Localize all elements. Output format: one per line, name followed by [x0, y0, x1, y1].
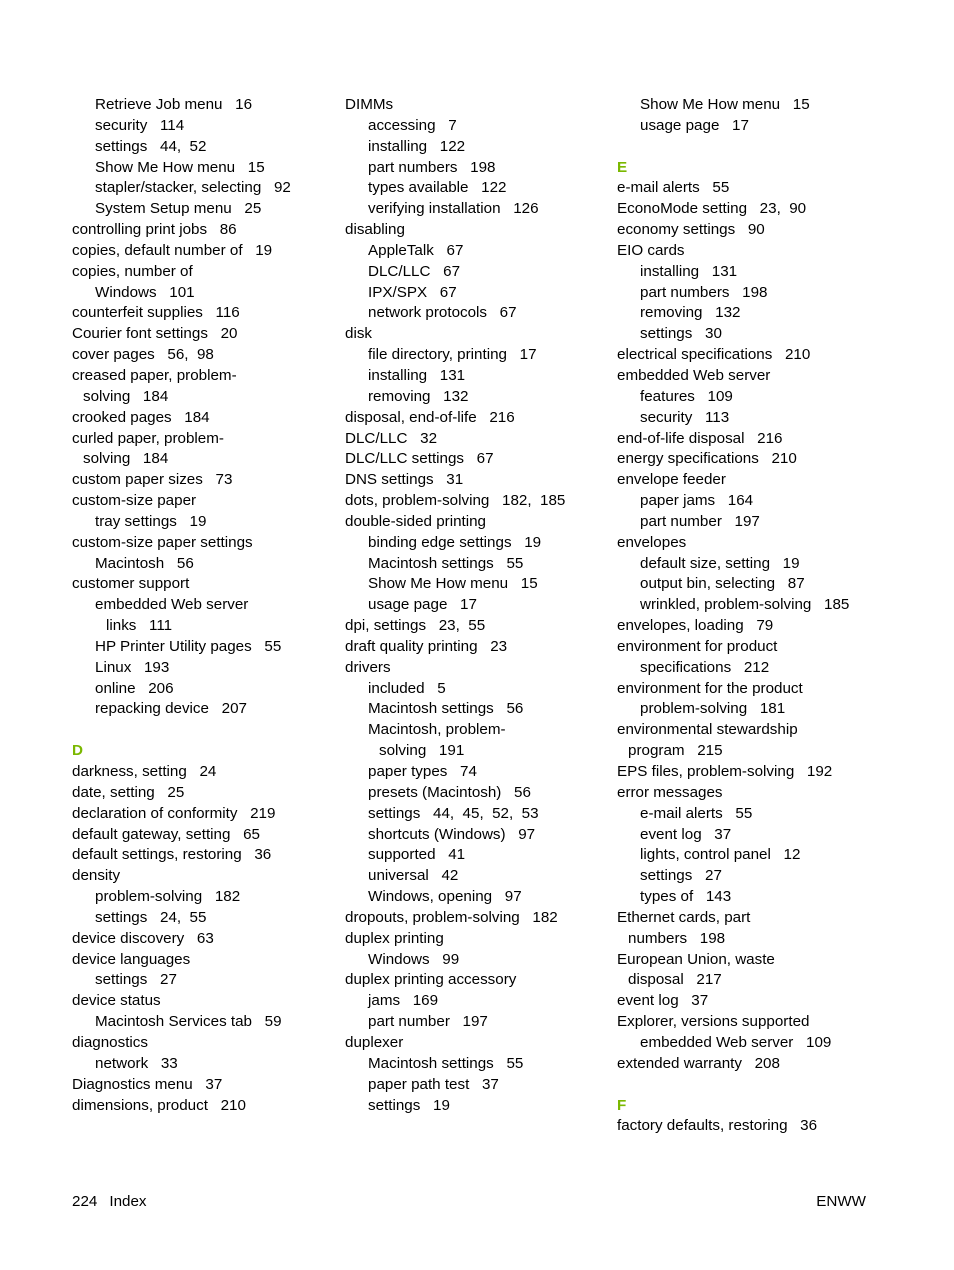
- index-subentry: solving 184: [83, 450, 169, 468]
- index-subentry: settings 27: [95, 971, 177, 989]
- index-entry: economy settings 90: [617, 221, 765, 239]
- index-entry: default settings, restoring 36: [72, 846, 272, 864]
- index-subentry: program 215: [628, 742, 723, 760]
- index-subentry: usage page 17: [640, 116, 749, 134]
- index-entry: EIO cards: [617, 241, 685, 259]
- index-subentry: paper types 74: [368, 763, 477, 780]
- index-entry: controlling print jobs 86: [72, 221, 237, 239]
- index-subentry: IPX/SPX 67: [368, 283, 457, 301]
- index-subentry: accessing 7: [368, 116, 457, 134]
- index-subentry: Macintosh settings 55: [368, 1054, 524, 1072]
- index-entry: disabling: [345, 221, 405, 239]
- index-entry: copies, number of: [72, 262, 193, 280]
- index-subentry: security 114: [95, 116, 185, 134]
- index-subentry: part number 197: [640, 512, 760, 530]
- index-subentry: Show Me How menu 15: [368, 575, 538, 593]
- index-entry: event log 37: [617, 992, 709, 1010]
- index-subentry: output bin, selecting 87: [640, 575, 805, 593]
- index-entry: default gateway, setting 65: [72, 825, 260, 843]
- index-subentry: disposal 217: [628, 971, 722, 989]
- index-entry: duplex printing: [345, 929, 444, 947]
- index-subentry: part number 197: [368, 1013, 488, 1031]
- index-subentry: usage page 17: [368, 596, 477, 614]
- index-subentry: included 5: [368, 679, 446, 697]
- index-entry: duplexer: [345, 1033, 404, 1051]
- index-entry: extended warranty 208: [617, 1054, 780, 1072]
- index-entry: copies, default number of 19: [72, 241, 273, 259]
- index-entry: envelopes: [617, 533, 687, 551]
- index-entry: DLC/LLC 32: [345, 429, 438, 447]
- index-subentry: Show Me How menu 15: [640, 96, 810, 113]
- index-entry: EPS files, problem-solving 192: [617, 763, 833, 780]
- index-subentry: verifying installation 126: [368, 200, 539, 218]
- index-column-1: [72, 95, 291, 1116]
- index-entry: environment for product: [617, 637, 778, 655]
- index-subentry: default size, setting 19: [640, 554, 800, 572]
- section-spacer: [617, 137, 849, 158]
- index-subentry: part numbers 198: [640, 283, 768, 301]
- index-entry: end-of-life disposal 216: [617, 429, 783, 447]
- index-entry: dots, problem-solving 182, 185: [345, 492, 566, 510]
- index-subentry: links 111: [106, 617, 173, 635]
- index-entry: customer support: [72, 575, 190, 593]
- index-subentry: specifications 212: [640, 658, 770, 676]
- index-subentry: paper path test 37: [368, 1075, 499, 1093]
- index-column-3: [617, 95, 849, 1137]
- index-entry: curled paper, problem-: [72, 429, 224, 447]
- index-entry: crooked pages 184: [72, 408, 210, 426]
- section-spacer: [617, 1075, 849, 1096]
- index-subentry: settings 44, 45, 52, 53: [368, 804, 539, 822]
- index-entry: custom-size paper settings: [72, 533, 253, 551]
- index-entry: factory defaults, restoring 36: [617, 1117, 818, 1135]
- section-spacer: [72, 720, 291, 741]
- index-subentry: universal 42: [368, 867, 459, 885]
- index-entry: envelope feeder: [617, 471, 726, 489]
- index-entry: cover pages 56, 98: [72, 346, 214, 364]
- index-subentry: Macintosh 56: [95, 554, 194, 572]
- index-entry: date, setting 25: [72, 783, 185, 801]
- index-entry: energy specifications 210: [617, 450, 797, 468]
- index-subentry: features 109: [640, 387, 733, 405]
- index-subentry: part numbers 198: [368, 158, 496, 176]
- index-entry: darkness, setting 24: [72, 763, 217, 780]
- index-subentry: solving 184: [83, 387, 169, 405]
- index-subentry: installing 122: [368, 137, 466, 155]
- index-entry: envelopes, loading 79: [617, 617, 774, 635]
- index-letter-heading: E: [617, 158, 628, 176]
- index-entry: Diagnostics menu 37: [72, 1075, 223, 1093]
- index-subentry: settings 30: [640, 325, 722, 343]
- index-entry: DLC/LLC settings 67: [345, 450, 494, 468]
- index-subentry: types of 143: [640, 888, 732, 906]
- index-subentry: tray settings 19: [95, 512, 207, 530]
- index-subentry: paper jams 164: [640, 492, 754, 510]
- index-entry: DNS settings 31: [345, 471, 464, 489]
- index-subentry: solving 191: [379, 742, 465, 760]
- index-subentry: settings 44, 52: [95, 137, 207, 155]
- index-entry: draft quality printing 23: [345, 637, 508, 655]
- index-subentry: installing 131: [368, 366, 466, 384]
- index-subentry: security 113: [640, 408, 730, 426]
- index-subentry: network 33: [95, 1054, 178, 1072]
- index-entry: diagnostics: [72, 1033, 148, 1051]
- index-column-2: [345, 95, 565, 1116]
- index-subentry: Macintosh Services tab 59: [95, 1013, 282, 1031]
- index-subentry: HP Printer Utility pages 55: [95, 637, 282, 655]
- index-subentry: lights, control panel 12: [640, 846, 801, 864]
- index-subentry: repacking device 207: [95, 700, 247, 718]
- index-entry: drivers: [345, 658, 391, 676]
- index-subentry: removing 132: [640, 304, 741, 322]
- index-entry: device status: [72, 992, 161, 1010]
- index-entry: Courier font settings 20: [72, 325, 238, 343]
- index-letter-heading: F: [617, 1096, 627, 1114]
- index-entry: error messages: [617, 783, 723, 801]
- index-entry: double-sided printing: [345, 512, 487, 530]
- index-subentry: binding edge settings 19: [368, 533, 542, 551]
- index-entry: Explorer, versions supported: [617, 1013, 810, 1031]
- index-entry: electrical specifications 210: [617, 346, 811, 364]
- index-entry: environmental stewardship: [617, 721, 798, 739]
- index-subentry: Macintosh, problem-: [368, 721, 506, 739]
- index-entry: embedded Web server: [617, 366, 771, 384]
- index-entry: counterfeit supplies 116: [72, 304, 240, 322]
- index-subentry: embedded Web server: [95, 596, 249, 614]
- index-subentry: problem-solving 181: [640, 700, 786, 718]
- index-subentry: settings 27: [640, 867, 722, 885]
- footer-right: ENWW: [816, 1193, 866, 1210]
- index-entry: dropouts, problem-solving 182: [345, 908, 558, 926]
- index-entry: European Union, waste: [617, 950, 775, 968]
- index-subentry: Windows, opening 97: [368, 888, 522, 906]
- index-subentry: removing 132: [368, 387, 469, 405]
- index-subentry: presets (Macintosh) 56: [368, 783, 531, 801]
- index-entry: duplex printing accessory: [345, 971, 517, 989]
- index-subentry: settings 19: [368, 1096, 450, 1114]
- index-subentry: AppleTalk 67: [368, 241, 464, 259]
- index-subentry: installing 131: [640, 262, 738, 280]
- index-entry: density: [72, 867, 121, 885]
- index-subentry: System Setup menu 25: [95, 200, 262, 218]
- index-subentry: types available 122: [368, 179, 507, 197]
- index-entry: EconoMode setting 23, 90: [617, 200, 807, 218]
- index-entry: custom paper sizes 73: [72, 471, 233, 489]
- index-subentry: DLC/LLC 67: [368, 262, 461, 280]
- section-name: Index: [109, 1193, 147, 1210]
- page-number: 224: [72, 1193, 98, 1210]
- index-entry: disposal, end-of-life 216: [345, 408, 515, 426]
- footer-left: [72, 1192, 147, 1212]
- index-entry: Ethernet cards, part: [617, 908, 751, 926]
- index-subentry: Show Me How menu 15: [95, 158, 265, 176]
- index-subentry: Linux 193: [95, 658, 170, 676]
- index-subentry: embedded Web server 109: [640, 1033, 832, 1051]
- index-subentry: wrinkled, problem-solving 185: [640, 596, 850, 614]
- index-subentry: Windows 101: [95, 283, 195, 301]
- index-subentry: online 206: [95, 679, 174, 697]
- index-subentry: e-mail alerts 55: [640, 804, 753, 822]
- index-entry: environment for the product: [617, 679, 803, 697]
- index-entry: DIMMs: [345, 96, 394, 113]
- index-subentry: Macintosh settings 56: [368, 700, 524, 718]
- index-subentry: Retrieve Job menu 16: [95, 96, 253, 113]
- index-letter-heading: D: [72, 742, 83, 760]
- index-entry: device discovery 63: [72, 929, 214, 947]
- index-entry: device languages: [72, 950, 191, 968]
- index-subentry: Macintosh settings 55: [368, 554, 524, 572]
- index-entry: disk: [345, 325, 373, 343]
- index-subentry: numbers 198: [628, 929, 726, 947]
- index-subentry: Windows 99: [368, 950, 460, 968]
- index-entry: dpi, settings 23, 55: [345, 617, 486, 635]
- index-subentry: problem-solving 182: [95, 888, 241, 906]
- index-subentry: stapler/stacker, selecting 92: [95, 179, 291, 197]
- index-subentry: shortcuts (Windows) 97: [368, 825, 536, 843]
- index-subentry: network protocols 67: [368, 304, 517, 322]
- index-subentry: jams 169: [368, 992, 439, 1010]
- index-entry: e-mail alerts 55: [617, 179, 730, 197]
- index-entry: declaration of conformity 219: [72, 804, 276, 822]
- index-subentry: supported 41: [368, 846, 466, 864]
- index-subentry: event log 37: [640, 825, 732, 843]
- index-entry: dimensions, product 210: [72, 1096, 246, 1114]
- index-subentry: file directory, printing 17: [368, 346, 537, 364]
- index-entry: custom-size paper: [72, 492, 197, 510]
- index-subentry: settings 24, 55: [95, 908, 207, 926]
- index-entry: creased paper, problem-: [72, 366, 237, 384]
